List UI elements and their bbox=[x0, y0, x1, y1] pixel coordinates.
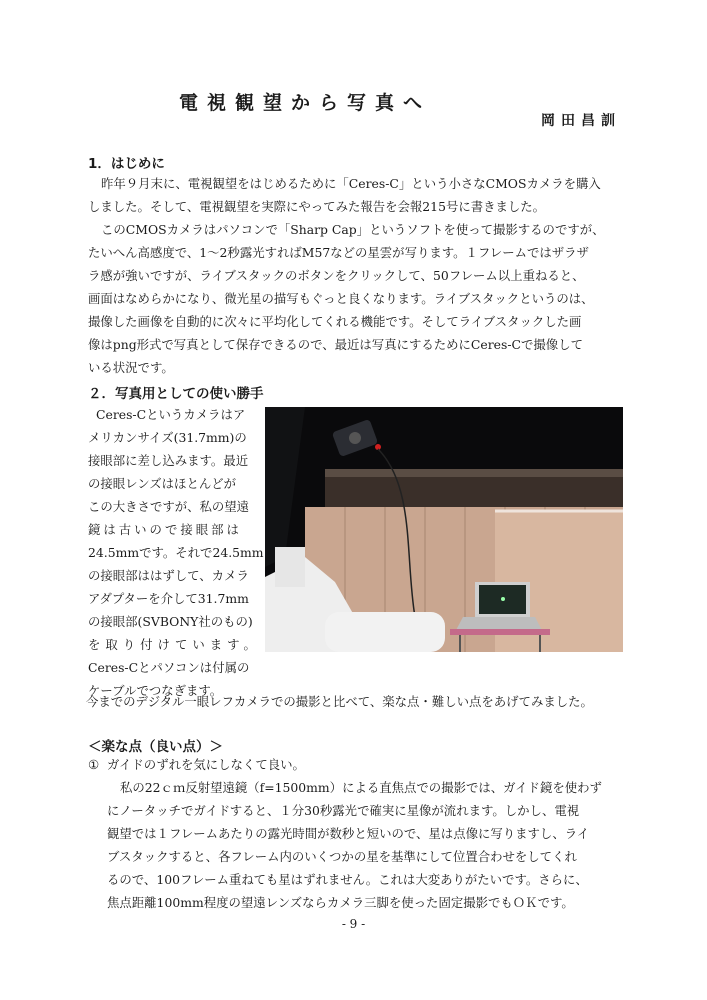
paragraph-line: にノータッチでガイドすると、１分30秒露光で確実に星像が流れます。しかし、電視 bbox=[107, 803, 580, 818]
item-marker: ① bbox=[88, 757, 100, 772]
paragraph-line: ケーブルでつなぎます。 bbox=[88, 683, 223, 698]
paragraph-line: るので、100フレーム重ねても星はずれません。これは大変ありがたいです。さらに、 bbox=[107, 872, 588, 887]
paragraph-line: 私の22ｃｍ反射望遠鏡（f=1500mm）による直焦点での撮影では、ガイド鏡を使わず bbox=[120, 780, 602, 795]
paragraph-line: の接眼部(SVBONY社のもの) bbox=[88, 614, 253, 629]
paragraph-line: アダプターを介して31.7mm bbox=[88, 591, 249, 606]
page-title: 電視観望から写真へ bbox=[178, 92, 431, 114]
paragraph-line: このCMOSカメラはパソコンで「Sharp Cap」というソフトを使って撮影するのですが、 bbox=[101, 222, 605, 237]
section-1-heading: 1．はじめに bbox=[88, 156, 165, 172]
paragraph-line: を取り付けています。 bbox=[88, 637, 261, 652]
section-3-heading: ＜楽な点（良い点）＞ bbox=[88, 739, 223, 755]
summary-line: 今までのデジタル一眼レフカメラでの撮影と比べて、楽な点・難しい点をあげてみました。 bbox=[86, 694, 593, 709]
paragraph-line: の接眼レンズはほとんどが bbox=[88, 476, 237, 491]
paragraph-line: メリカンサイズ(31.7mm)の bbox=[88, 430, 247, 445]
paragraph-line: いる状況です。 bbox=[88, 360, 174, 375]
paragraph-line: 24.5mmです。それで24.5mm bbox=[88, 545, 264, 560]
paragraph-line: 撮像した画像を自動的に次々に平均化してくれる機能です。そしてライブスタックした画 bbox=[88, 314, 582, 329]
paragraph-line: 焦点距離100mm程度の望遠レンズならカメラ三脚を使った固定撮影でもＯＫです。 bbox=[107, 895, 574, 910]
paragraph-line: ブスタックすると、各フレーム内のいくつかの星を基準にして位置合わせをしてくれ bbox=[107, 849, 577, 864]
paragraph-line: 昨年９月末に、電視観望をはじめるために「Ceres-C」という小さなCMOSカメラを購入 bbox=[101, 176, 601, 191]
telescope-setup-photo bbox=[265, 407, 623, 652]
paragraph-line: しました。そして、電視観望を実際にやってみた報告を会報215号に書きました。 bbox=[88, 199, 546, 214]
paragraph-line: Ceres-Cというカメラはア bbox=[96, 407, 246, 422]
paragraph-line: 鏡は古いので接眼部は bbox=[88, 522, 242, 537]
paragraph-line: 接眼部に差し込みます。最近 bbox=[88, 453, 249, 468]
paragraph-line: Ceres-Cとパソコンは付属の bbox=[88, 660, 250, 675]
photo-illustration bbox=[265, 407, 623, 652]
paragraph-line: ラ感が強いですが、ライブスタックのボタンをクリックして、50フレーム以上重ねると、 bbox=[88, 268, 585, 283]
paragraph-line: 観望では１フレームあたりの露光時間が数秒と短いので、星は点像に写りますし、ライ bbox=[107, 826, 590, 841]
paragraph-line: の接眼部ははずして、カメラ bbox=[88, 568, 249, 583]
paragraph-line: たいへん高感度で、1〜2秒露光すればM57などの星雲が写ります。１フレームではザラザ bbox=[88, 245, 589, 260]
item-title: ガイドのずれを気にしなくて良い。 bbox=[107, 757, 305, 772]
paragraph-line: この大きさですが、私の望遠 bbox=[88, 499, 250, 514]
section-2-heading: ２．写真用としての使い勝手 bbox=[88, 386, 264, 402]
page-number: - 9 - bbox=[341, 917, 366, 931]
paragraph-line: 画面はなめらかになり、微光星の描写もぐっと良くなります。ライブスタックというのは、 bbox=[88, 291, 594, 306]
author-name: 岡田昌訓 bbox=[541, 113, 621, 129]
paragraph-line: 像はpng形式で写真として保存できるので、最近は写真にするためにCeres-Cで撮像して bbox=[88, 337, 583, 352]
